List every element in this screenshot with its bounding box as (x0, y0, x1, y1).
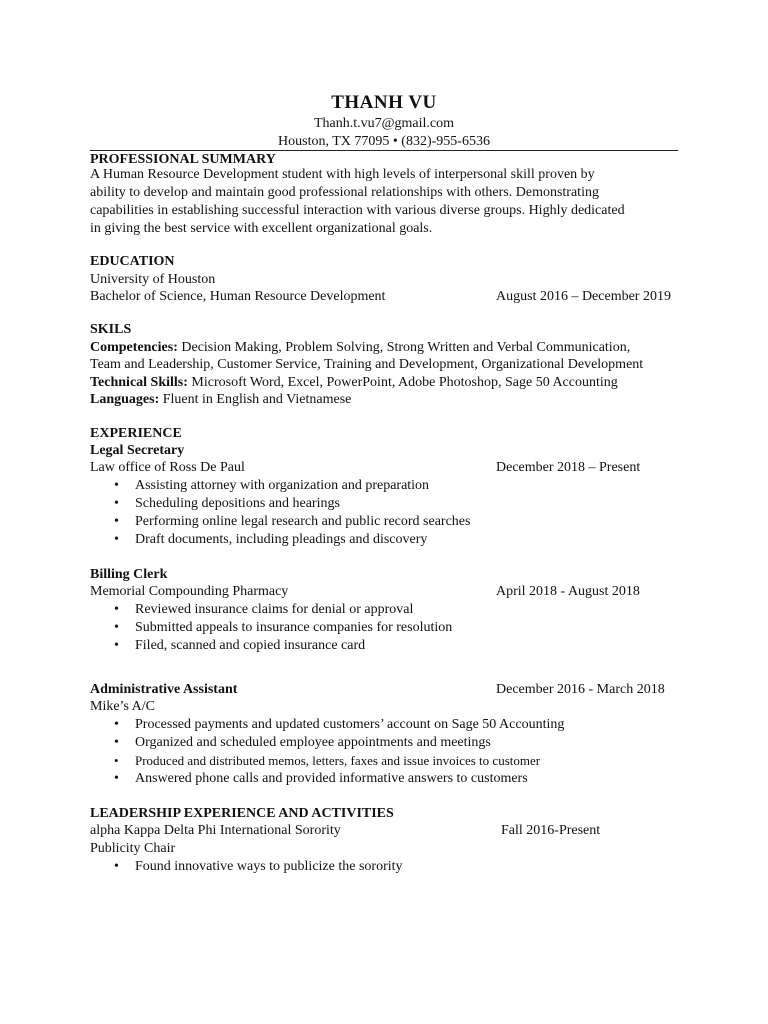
education-dates: August 2016 – December 2019 (496, 289, 671, 304)
summary-line: in giving the best service with excellent organizational goals. (90, 221, 433, 236)
languages-label: Languages: (90, 392, 160, 407)
job-title: Administrative Assistant (90, 682, 238, 697)
competencies-text: Decision Making, Problem Solving, Strong Written and Verbal Communication, (177, 340, 631, 355)
job-dates: December 2016 - March 2018 (496, 682, 665, 697)
list-item: • Processed payments and updated customers’ account on Sage 50 Accounting (110, 716, 564, 734)
job-title: Legal Secretary (90, 443, 185, 458)
list-item: • Organized and scheduled employee appointments and meetings (110, 734, 564, 752)
leadership-bullets (110, 858, 403, 876)
list-item: • Filed, scanned and copied insurance card (110, 637, 452, 655)
job-company: Memorial Compounding Pharmacy (90, 584, 289, 599)
job-dates: December 2018 – Present (496, 460, 641, 475)
job-company: Mike’s A/C (90, 699, 155, 714)
candidate-name: THANH VU (331, 92, 437, 113)
languages-line (90, 391, 351, 409)
summary-line: A Human Resource Development student with high levels of interpersonal skill proven by (90, 167, 595, 182)
list-item: • Reviewed insurance claims for denial or approval (110, 601, 452, 619)
education-degree: Bachelor of Science, Human Resource Development (90, 289, 386, 304)
summary-line: ability to develop and maintain good professional relationships with others. Demonstrating (90, 185, 599, 200)
job-bullets (110, 601, 452, 655)
list-item: • Assisting attorney with organization and preparation (110, 477, 470, 495)
languages-text: Fluent in English and Vietnamese (159, 392, 352, 407)
education-school: University of Houston (90, 272, 216, 287)
summary-line: capabilities in establishing successful interaction with various diverse groups. Highly dedicated (90, 203, 625, 218)
competencies-line (90, 339, 630, 357)
job-company: Law office of Ross De Paul (90, 460, 245, 475)
job-title: Billing Clerk (90, 567, 168, 582)
summary-heading: PROFESSIONAL SUMMARY (90, 152, 276, 167)
technical-skills-line (90, 374, 618, 392)
leadership-dates: Fall 2016-Present (501, 823, 601, 838)
list-item: • Found innovative ways to publicize the sorority (110, 858, 403, 876)
experience-heading: EXPERIENCE (90, 426, 182, 441)
list-item: • Performing online legal research and public record searches (110, 513, 470, 531)
list-item: • Draft documents, including pleadings and discovery (110, 531, 470, 549)
skills-heading: SKILS (90, 322, 132, 337)
list-item: • Produced and distributed memos, letters, faxes and issue invoices to customer (110, 752, 564, 770)
leadership-heading: LEADERSHIP EXPERIENCE AND ACTIVITIES (90, 806, 394, 821)
job-bullets (110, 716, 564, 788)
list-item: • Submitted appeals to insurance companies for resolution (110, 619, 452, 637)
competencies-label: Competencies: (90, 340, 178, 355)
email-address: Thanh.t.vu7@gmail.com (313, 116, 455, 131)
competencies-line-2: Team and Leadership, Customer Service, Training and Development, Organizational Development (90, 357, 644, 372)
job-bullets (110, 477, 470, 549)
technical-skills-label: Technical Skills: (90, 375, 188, 390)
list-item: • Answered phone calls and provided informative answers to customers (110, 770, 564, 788)
list-item: • Scheduling depositions and hearings (110, 495, 470, 513)
education-heading: EDUCATION (90, 254, 175, 269)
technical-skills-text: Microsoft Word, Excel, PowerPoint, Adobe Photoshop, Sage 50 Accounting (187, 375, 618, 390)
contact-line: Houston, TX 77095 • (832)-955-6536 (278, 134, 490, 149)
leadership-org: alpha Kappa Delta Phi International Sorority (90, 823, 341, 838)
leadership-role: Publicity Chair (90, 841, 176, 856)
job-dates: April 2018 - August 2018 (496, 584, 640, 599)
